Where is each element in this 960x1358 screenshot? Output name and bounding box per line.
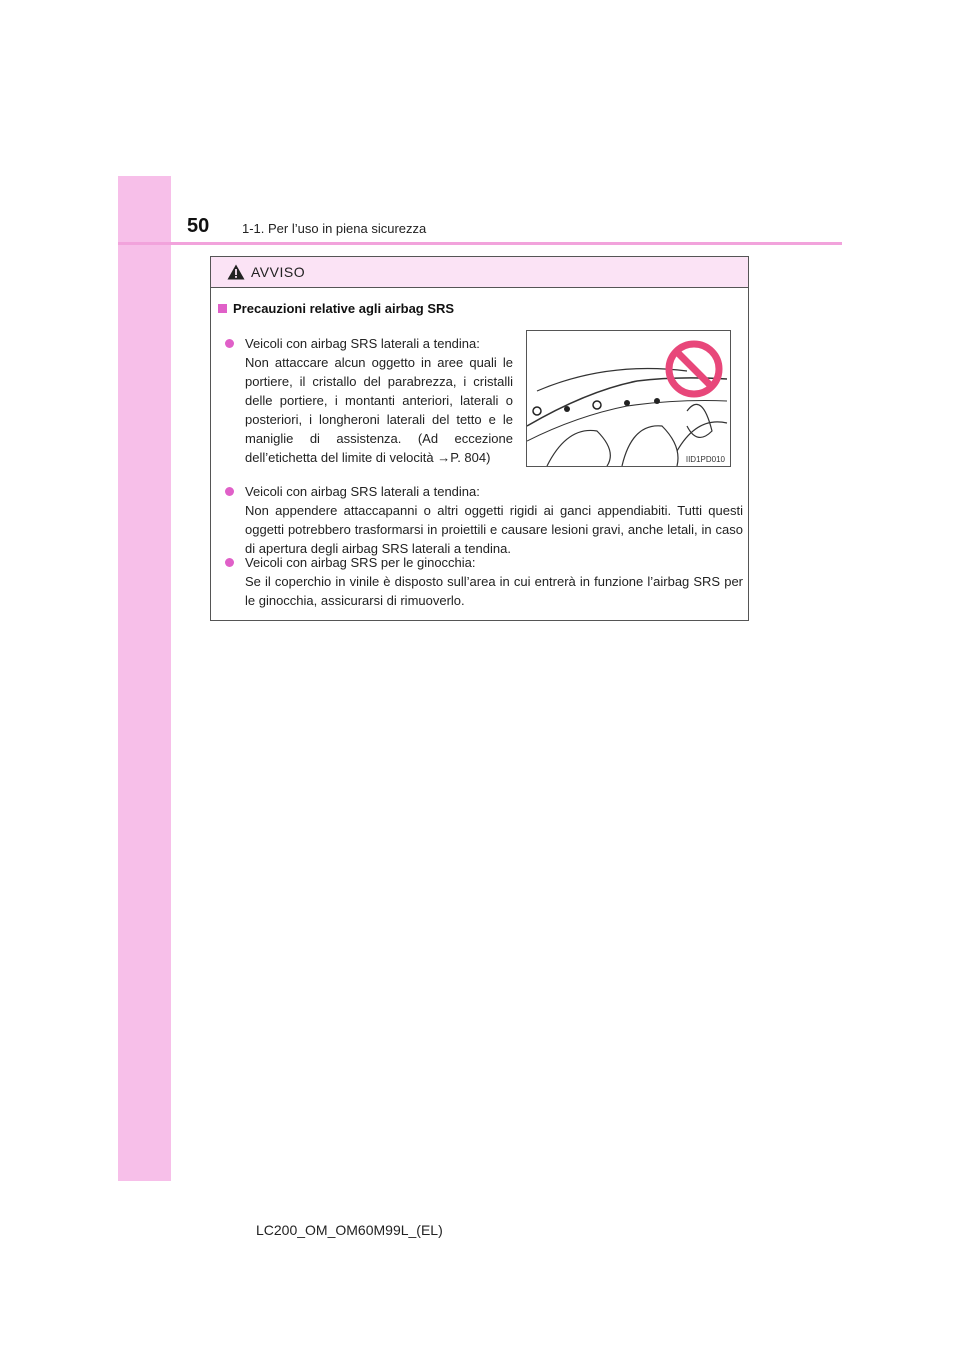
item-title: Veicoli con airbag SRS laterali a tendina: (245, 336, 480, 351)
header-divider (118, 242, 842, 245)
warning-triangle-icon (227, 264, 245, 280)
warning-label: AVVISO (251, 264, 306, 280)
warning-item (225, 334, 513, 467)
illustration-code: IID1PD010 (685, 455, 725, 464)
warning-header (211, 257, 748, 288)
item-title: Veicoli con airbag SRS laterali a tendina: (245, 484, 480, 499)
warning-box (210, 256, 749, 621)
item-body: Non appendere attaccapanni o altri oggetti rigidi ai ganci appendiabiti. Tutti questi oggetti potrebbero trasformarsi in proiettili e causare lesioni gravi, anche letali, in caso di apertura degli airbag SRS laterali a tendina. (245, 503, 743, 556)
bullet-dot-icon (225, 339, 234, 348)
section-title: 1-1. Per l’uso in piena sicurezza (242, 221, 427, 236)
bullet-dot-icon (225, 487, 234, 496)
bullet-dot-icon (225, 558, 234, 567)
item-title: Veicoli con airbag SRS per le ginocchia: (245, 555, 476, 570)
item-body: Non attaccare alcun oggetto in aree quali le portiere, il cristallo del parabrezza, i cristalli delle portiere, i montanti anteriori, laterali o posteriori, i longheroni laterali del tetto e le maniglie di assistenza. (Ad eccezione dell’etichetta del limite di velocità →P. 804) (245, 355, 513, 465)
warning-subheading (218, 301, 454, 316)
warning-item (225, 553, 743, 610)
warning-item (225, 482, 743, 558)
prohibition-icon (664, 339, 724, 399)
item-body: Se il coperchio in vinile è disposto sull’area in cui entrerà in funzione l’airbag SRS per le ginocchia, assicurarsi di rimuoverlo. (245, 574, 743, 608)
side-color-band (118, 176, 171, 1181)
square-bullet-icon (218, 304, 227, 313)
cabin-illustration (526, 330, 731, 467)
subheading-text: Precauzioni relative agli airbag SRS (233, 301, 455, 316)
document-code: LC200_OM_OM60M99L_(EL) (256, 1222, 443, 1238)
page-number: 50 (187, 215, 210, 237)
